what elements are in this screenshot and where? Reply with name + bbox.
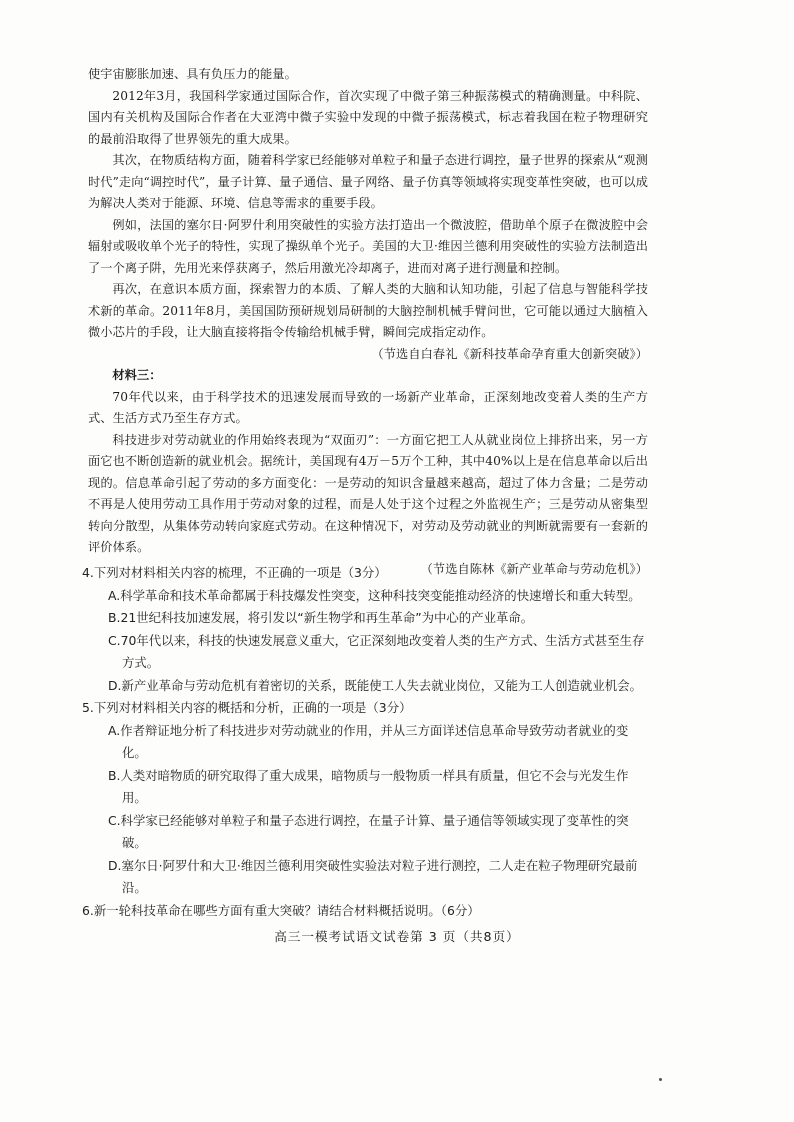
reading-passage xyxy=(88,64,648,580)
passage-paragraph: 再次，在意识本质方面，探索智力的本质、了解人类的大脑和认知功能，引起了信息与智能科学技术新的革命。2011年8月，美国国防预研规划局研制的大脑控制机械手臂问世，它可能以通过大脑植入微小芯片的手段，让大脑直接将指令传输给机械手臂，瞬间完成指定动作。 xyxy=(88,282,648,339)
passage-paragraph: 其次，在物质结构方面，随着科学家已经能够对单粒子和量子态进行调控，量子世界的探索从“观测时代”走向“调控时代”，量子计算、量子通信、量子网络、量子仿真等领域将实现变革性突破，也可以成为解决人类对于能源、环境、信息等需求的重要手段。 xyxy=(88,153,648,210)
scan-speck xyxy=(659,1078,662,1081)
question-stem: 6.新一轮科技革命在哪些方面有重大突破？请结合材料概括说明。（6分） xyxy=(82,902,480,918)
question-option: C.70年代以来，科技的快速发展意义重大，它正深刻地改变着人类的生产方式、生活方式甚至生存方式。 xyxy=(108,632,645,670)
question-option: A.科学革命和技术革命都属于科技爆发性突变，这种科技突变能推动经济的快速增长和重大转型。 xyxy=(108,587,641,603)
question-stem: 5.下列对材料相关内容的概括和分析，正确的一项是（3分） xyxy=(82,700,412,715)
passage-paragraph: 2012年3月，我国科学家通过国际合作，首次实现了中微子第三种振荡模式的精确测量。中科院、国内有关机构及国际合作者在大亚湾中微子实验中发现的中微子振荡模式，标志着我国在粒子物理研究的最前沿取得了世界领先的重大成果。 xyxy=(88,88,648,146)
source-citation: （节选自白春礼《新科技革命孕育重大创新突破》） xyxy=(371,346,648,361)
question-6 xyxy=(82,900,652,923)
question-stem: 4.下列对材料相关内容的梳理，不正确的一项是（3分） xyxy=(82,565,387,580)
passage-paragraph: 科技进步对劳动就业的作用始终表现为“双面刃”：一方面它把工人从就业岗位上排挤出来，另一方面它也不断创造新的就业机会。据统计，美国现有4万－5万个工种，其中40%以上是在信息革命以后出现的。信息革命引起了劳动的多方面变化：一是劳动的知识含量越来越高，超过了体力含量；二是劳动不再是人使用劳动工具作用于劳动对象的过程，而是人处于这个过程之外监视生产；三是劳动从密集型转向分散型，从集体劳动转向家庭式劳动。在这种情况下，对劳动及劳动就业的判断就需要有一套新的评价体系。 xyxy=(88,432,648,554)
question-option: D.塞尔日·阿罗什和大卫·维因兰德利用突破性实验法对粒子进行测控，二人走在粒子物理研究最前沿。 xyxy=(108,857,638,895)
question-4 xyxy=(82,562,652,697)
questions-section xyxy=(82,562,652,922)
source-citation: （节选自陈林《新产业革命与劳动危机》） xyxy=(420,561,648,576)
question-option: B.人类对暗物质的研究取得了重大成果，暗物质与一般物质一样具有质量，但它不会与光发生作用。 xyxy=(108,767,629,805)
question-5 xyxy=(82,697,652,900)
passage-paragraph: 70年代以来，由于科学技术的迅速发展而导致的一场新产业革命，正深刻地改变着人类的生产方式、生活方式乃至生存方式。 xyxy=(88,389,648,425)
question-option: B.21世纪科技加速发展，将引发以“新生物学和再生革命”为中心的产业革命。 xyxy=(108,610,534,625)
page-footer: 高三一模考试语文试卷第 3 页（共8页） xyxy=(274,929,520,944)
passage-paragraph: 使宇宙膨胀加速、具有负压力的能量。 xyxy=(88,67,297,81)
material-heading: 材料三： xyxy=(112,368,162,382)
question-option: D.新产业革命与劳动危机有着密切的关系，既能使工人失去就业岗位，又能为工人创造就业机会。 xyxy=(108,677,642,693)
question-option: A.作者辩证地分析了科技进步对劳动就业的作用，并从三方面详述信息革命导致劳动者就业的变化。 xyxy=(108,722,629,760)
question-option: C.科学家已经能够对单粒子和量子态进行调控，在量子计算、量子通信等领域实现了变革性的突破。 xyxy=(108,812,629,850)
passage-paragraph: 例如，法国的塞尔日·阿罗什利用突破性的实验方法打造出一个微波腔，借助单个原子在微波腔中会辐射或吸收单个光子的特性，实现了操纵单个光子。美国的大卫·维因兰德利用突破性的实验方法制造出了一个离子阱，先用光来俘获离子，然后用激光冷却离子，进而对离子进行测量和控制。 xyxy=(88,217,648,275)
